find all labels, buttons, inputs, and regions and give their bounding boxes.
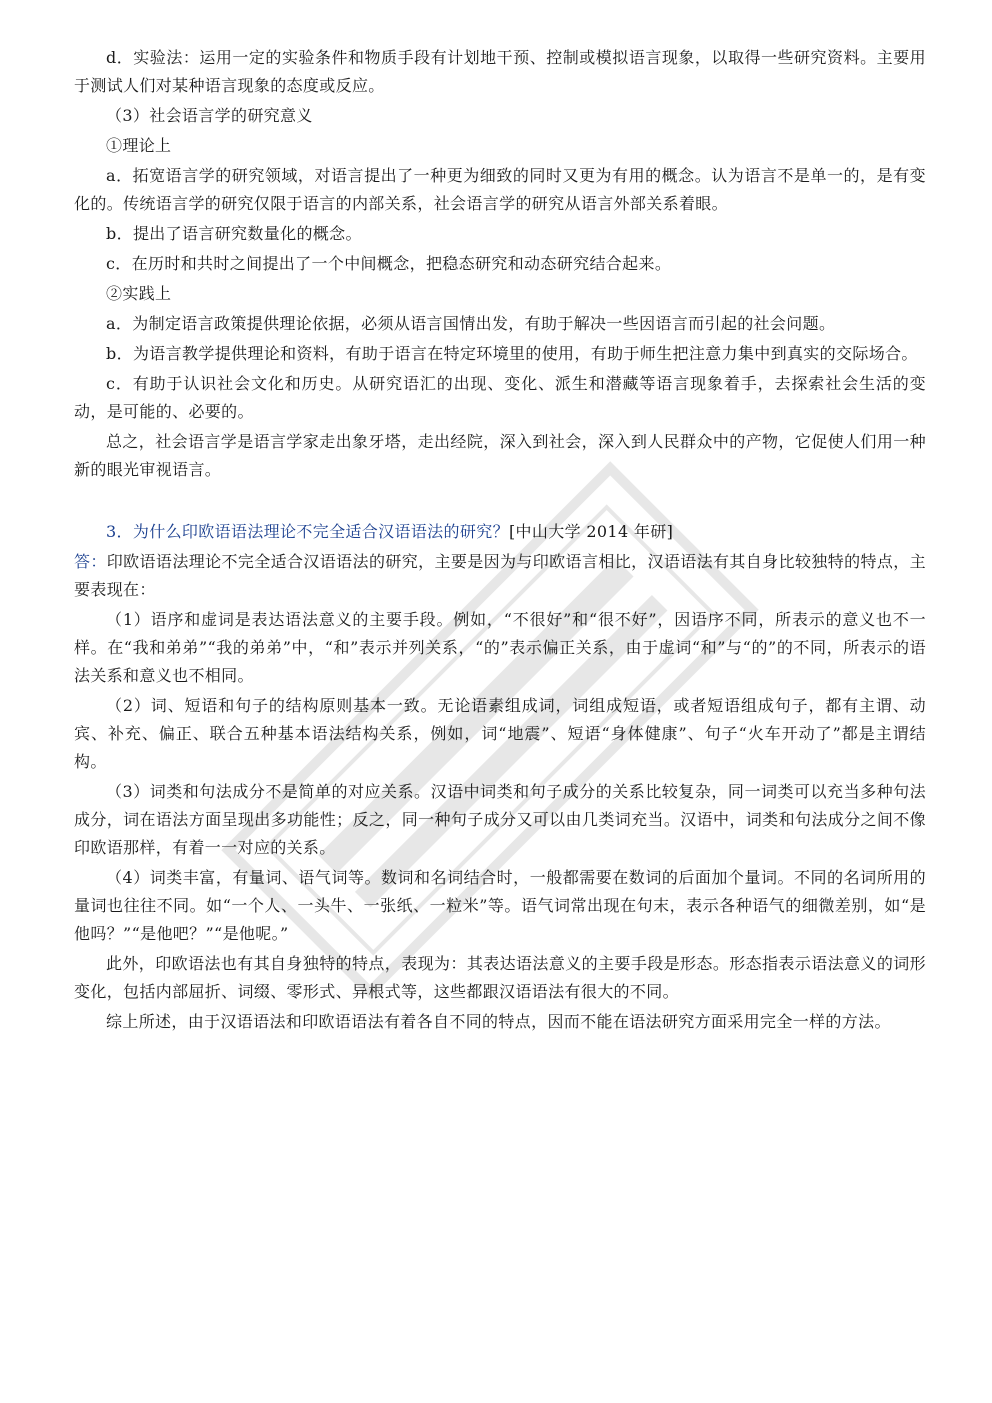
paragraph-indo-european: 此外，印欧语法也有其自身独特的特点，表现为：其表达语法意义的主要手段是形态。形态指表示语法意义的词形变化，包括内部屈折、词缀、零形式、异根式等，这些都跟汉语语法有很大的不同。	[74, 954, 926, 1001]
paragraph-theory-c: c．在历时和共时之间提出了一个中间概念，把稳态研究和动态研究结合起来。	[106, 254, 672, 273]
subheading-theory: ①理论上	[106, 136, 172, 155]
paragraph-summary: 总之，社会语言学是语言学家走出象牙塔，走出经院，深入到社会，深入到人民群众中的产物，它促使人们用一种新的眼光审视语言。	[74, 432, 926, 479]
answer-point-2: （2）词、短语和句子的结构原则基本一致。无论语素组成词，词组成短语，或者短语组成句子，都有主谓、动宾、补充、偏正、联合五种基本语法结构关系，例如，词“地震”、短语“身体健康”、句子“火车开动了”都是主谓结构。	[74, 696, 926, 771]
paragraph-theory-b: b．提出了语言研究数量化的概念。	[106, 224, 362, 243]
answer-intro-text: 印欧语语法理论不完全适合汉语语法的研究，主要是因为与印欧语言相比，汉语语法有其自身比较独特的特点，主要表现在：	[74, 552, 926, 599]
paragraph-practice-a: a．为制定语言政策提供理论依据，必须从语言国情出发，有助于解决一些因语言而引起的社会问题。	[106, 314, 836, 333]
paragraph-conclusion: 综上所述，由于汉语语法和印欧语语法有着各自不同的特点，因而不能在语法研究方面采用完全一样的方法。	[106, 1012, 891, 1031]
paragraph-theory-a: a．拓宽语言学的研究领域，对语言提出了一种更为细致的同时又更为有用的概念。认为语言不是单一的，是有变化的。传统语言学的研究仅限于语言的内部关系，社会语言学的研究从语言外部关系着眼。	[74, 166, 926, 213]
answer-point-3: （3）词类和句法成分不是简单的对应关系。汉语中词类和句子成分的关系比较复杂，同一词类可以充当多种句法成分，词在语法方面呈现出多功能性；反之，同一种句子成分又可以由几类词充当。汉语中，词类和句法成分之间不像印欧语那样，有着一一对应的关系。	[74, 782, 926, 857]
answer-point-1: （1）语序和虚词是表达语法意义的主要手段。例如，“不很好”和“很不好”，因语序不同，所表示的意义也不一样。在“我和弟弟”“我的弟弟”中，“和”表示并列关系，“的”表示偏正关系，由于虚词“和”与“的”的不同，所表示的语法关系和意义也不相同。	[74, 610, 926, 685]
paragraph-experiment-method: d．实验法：运用一定的实验条件和物质手段有计划地干预、控制或模拟语言现象，以取得一些研究资料。主要用于测试人们对某种语言现象的态度或反应。	[74, 48, 926, 95]
section-gap	[74, 486, 926, 518]
question-source: [中山大学 2014 年研]	[508, 522, 674, 541]
answer-intro	[74, 548, 926, 604]
answer-label: 答：	[74, 552, 107, 571]
question-text: 3．为什么印欧语语法理论不完全适合汉语语法的研究？	[106, 522, 509, 541]
subheading-practice: ②实践上	[106, 284, 172, 303]
paragraph-practice-b: b．为语言教学提供理论和资料，有助于语言在特定环境里的使用，有助于师生把注意力集中到真实的交际场合。	[106, 344, 918, 363]
question-heading	[74, 518, 926, 546]
document-page	[74, 44, 926, 1038]
answer-point-4: （4）词类丰富，有量词、语气词等。数词和名词结合时，一般都需要在数词的后面加个量词。不同的名词所用的量词也往往不同。如“一个人、一头牛、一张纸、一粒米”等。语气词常出现在句末，表示各种语气的细微差别，如“是他吗？”“是他吧？”“是他呢。”	[74, 868, 926, 943]
paragraph-practice-c: c．有助于认识社会文化和历史。从研究语汇的出现、变化、派生和潜藏等语言现象着手，去探索社会生活的变动，是可能的、必要的。	[74, 374, 926, 421]
heading-research-significance: （3）社会语言学的研究意义	[106, 106, 313, 125]
